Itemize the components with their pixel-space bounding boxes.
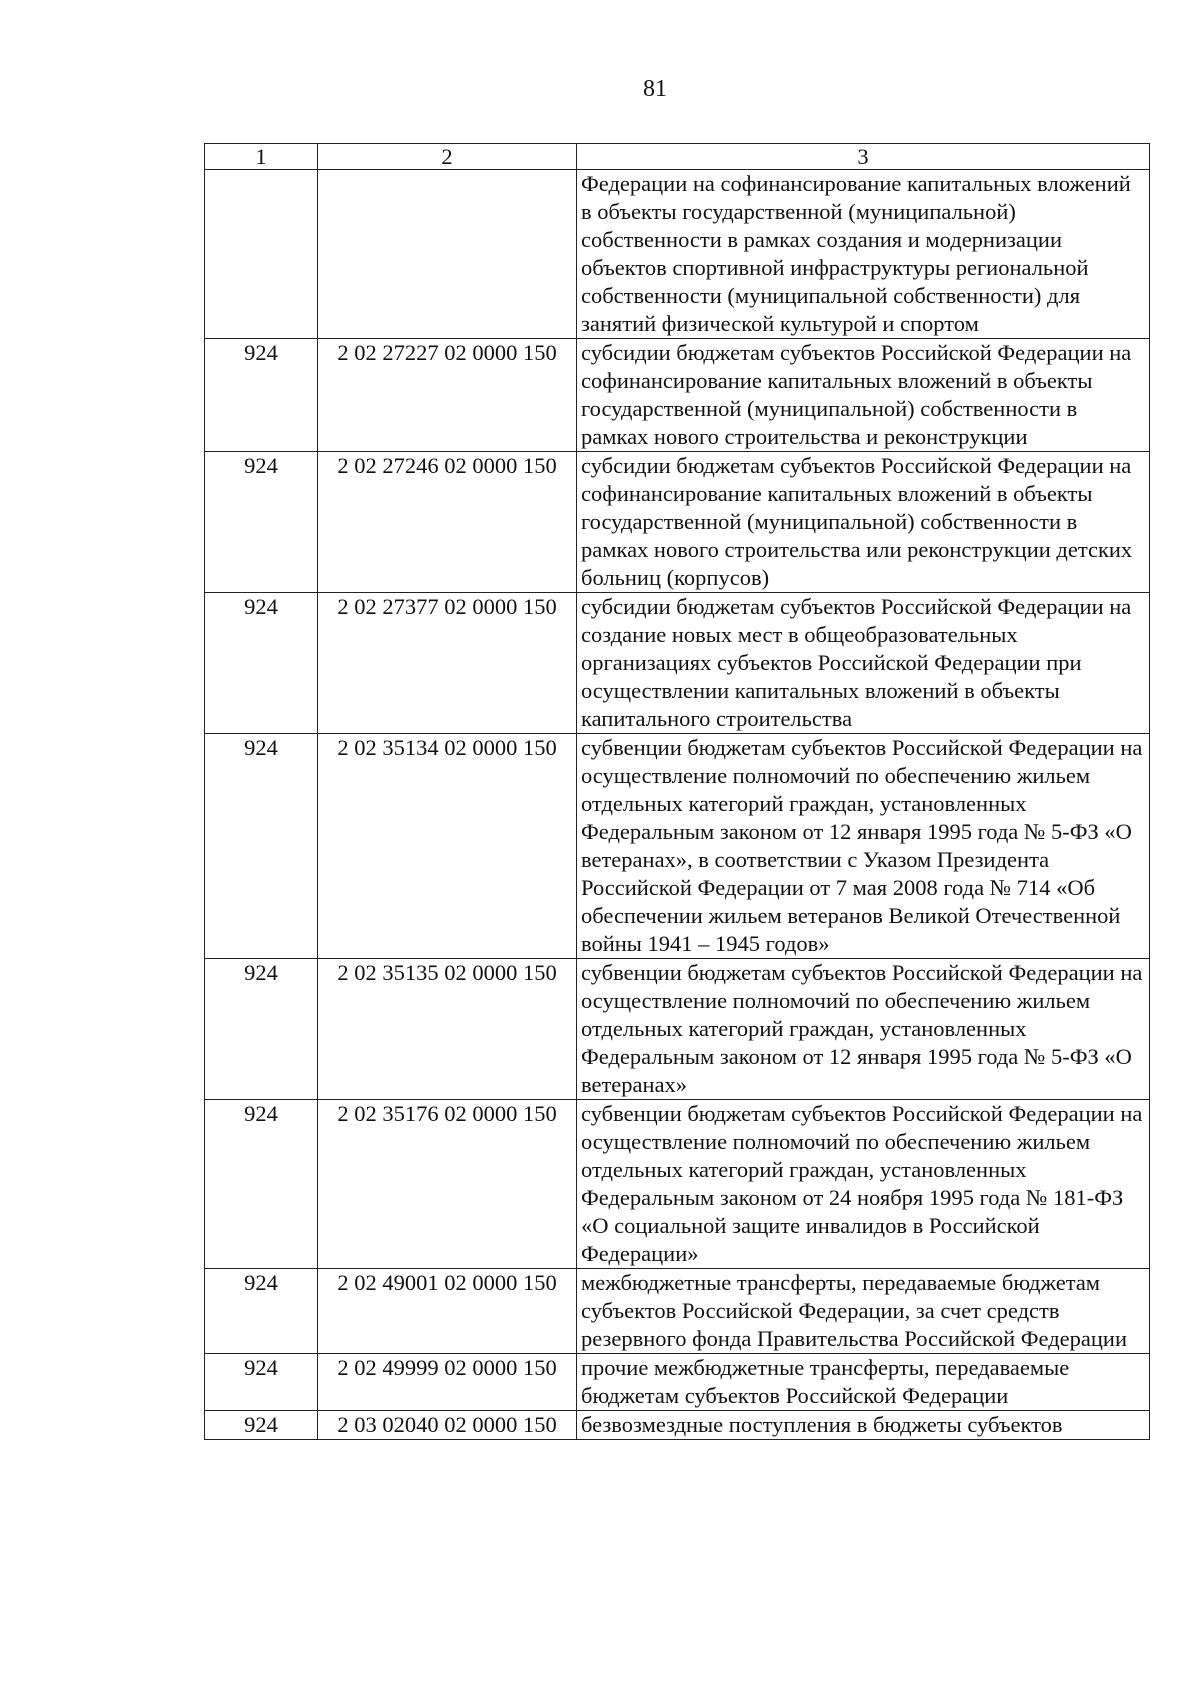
admin-code-cell: 924 — [205, 1269, 318, 1354]
page-number: 81 — [643, 76, 667, 102]
admin-code-cell: 924 — [205, 1354, 318, 1411]
table-row — [205, 593, 1150, 734]
table-row — [205, 452, 1150, 593]
description-cell: субвенции бюджетам субъектов Российской Федерации на осуществление полномочий по обеспечению жильем отдельных категорий граждан, установленных Федеральным законом от 24 ноября 1995 года № 181-ФЗ «О социальной защите инвалидов в Российской Федерации» — [577, 1100, 1150, 1269]
description-cell: субсидии бюджетам субъектов Российской Федерации на создание новых мест в общеобразовательных организациях субъектов Российской Федерации при осуществлении капитальных вложений в объекты капитального строительства — [577, 593, 1150, 734]
admin-code-cell: 924 — [205, 1100, 318, 1269]
budget-code-cell: 2 02 27246 02 0000 150 — [318, 452, 577, 593]
table-row — [205, 734, 1150, 959]
budget-code-cell: 2 02 49999 02 0000 150 — [318, 1354, 577, 1411]
budget-code-cell: 2 02 35135 02 0000 150 — [318, 959, 577, 1100]
table-row — [205, 1269, 1150, 1354]
admin-code-cell: 924 — [205, 593, 318, 734]
table-row — [205, 959, 1150, 1100]
budget-code-cell: 2 02 27377 02 0000 150 — [318, 593, 577, 734]
admin-code-cell: 924 — [205, 959, 318, 1100]
admin-code-cell: 924 — [205, 734, 318, 959]
description-cell: субсидии бюджетам субъектов Российской Федерации на софинансирование капитальных вложений в объекты государственной (муниципальной) собственности в рамках нового строительства или реконструкции детских больниц (корпусов) — [577, 452, 1150, 593]
admin-code-cell: 924 — [205, 452, 318, 593]
admin-code-cell: 924 — [205, 339, 318, 452]
table-row — [205, 170, 1150, 339]
description-cell: безвозмездные поступления в бюджеты субъектов — [577, 1411, 1150, 1440]
admin-code-cell — [205, 170, 318, 339]
income-codes-table — [204, 143, 1150, 1440]
header-cell-1: 1 — [205, 144, 318, 170]
budget-code-cell: 2 02 35176 02 0000 150 — [318, 1100, 577, 1269]
admin-code-cell: 924 — [205, 1411, 318, 1440]
table-row — [205, 339, 1150, 452]
budget-code-cell: 2 02 35134 02 0000 150 — [318, 734, 577, 959]
header-cell-3: 3 — [577, 144, 1150, 170]
budget-code-cell: 2 02 49001 02 0000 150 — [318, 1269, 577, 1354]
description-cell: субсидии бюджетам субъектов Российской Федерации на софинансирование капитальных вложений в объекты государственной (муниципальной) собственности в рамках нового строительства и реконструкции — [577, 339, 1150, 452]
description-cell: субвенции бюджетам субъектов Российской Федерации на осуществление полномочий по обеспечению жильем отдельных категорий граждан, установленных Федеральным законом от 12 января 1995 года № 5-ФЗ «О ветеранах» — [577, 959, 1150, 1100]
description-cell: субвенции бюджетам субъектов Российской Федерации на осуществление полномочий по обеспечению жильем отдельных категорий граждан, установленных Федеральным законом от 12 января 1995 года № 5-ФЗ «О ветеранах», в соответствии с Указом Президента Российской Федерации от 7 мая 2008 года № 714 «Об обеспечении жильем ветеранов Великой Отечественной войны 1941 – 1945 годов» — [577, 734, 1150, 959]
budget-code-cell — [318, 170, 577, 339]
budget-code-cell: 2 03 02040 02 0000 150 — [318, 1411, 577, 1440]
header-cell-2: 2 — [318, 144, 577, 170]
table-row — [205, 1411, 1150, 1440]
table-row — [205, 1100, 1150, 1269]
budget-code-cell: 2 02 27227 02 0000 150 — [318, 339, 577, 452]
description-cell: прочие межбюджетные трансферты, передаваемые бюджетам субъектов Российской Федерации — [577, 1354, 1150, 1411]
description-cell: Федерации на софинансирование капитальных вложений в объекты государственной (муниципальной) собственности в рамках создания и модернизации объектов спортивной инфраструктуры региональной собственности (муниципальной собственности) для занятий физической культурой и спортом — [577, 170, 1150, 339]
table-header-row — [205, 144, 1150, 170]
description-cell: межбюджетные трансферты, передаваемые бюджетам субъектов Российской Федерации, за счет средств резервного фонда Правительства Российской Федерации — [577, 1269, 1150, 1354]
table-row — [205, 1354, 1150, 1411]
